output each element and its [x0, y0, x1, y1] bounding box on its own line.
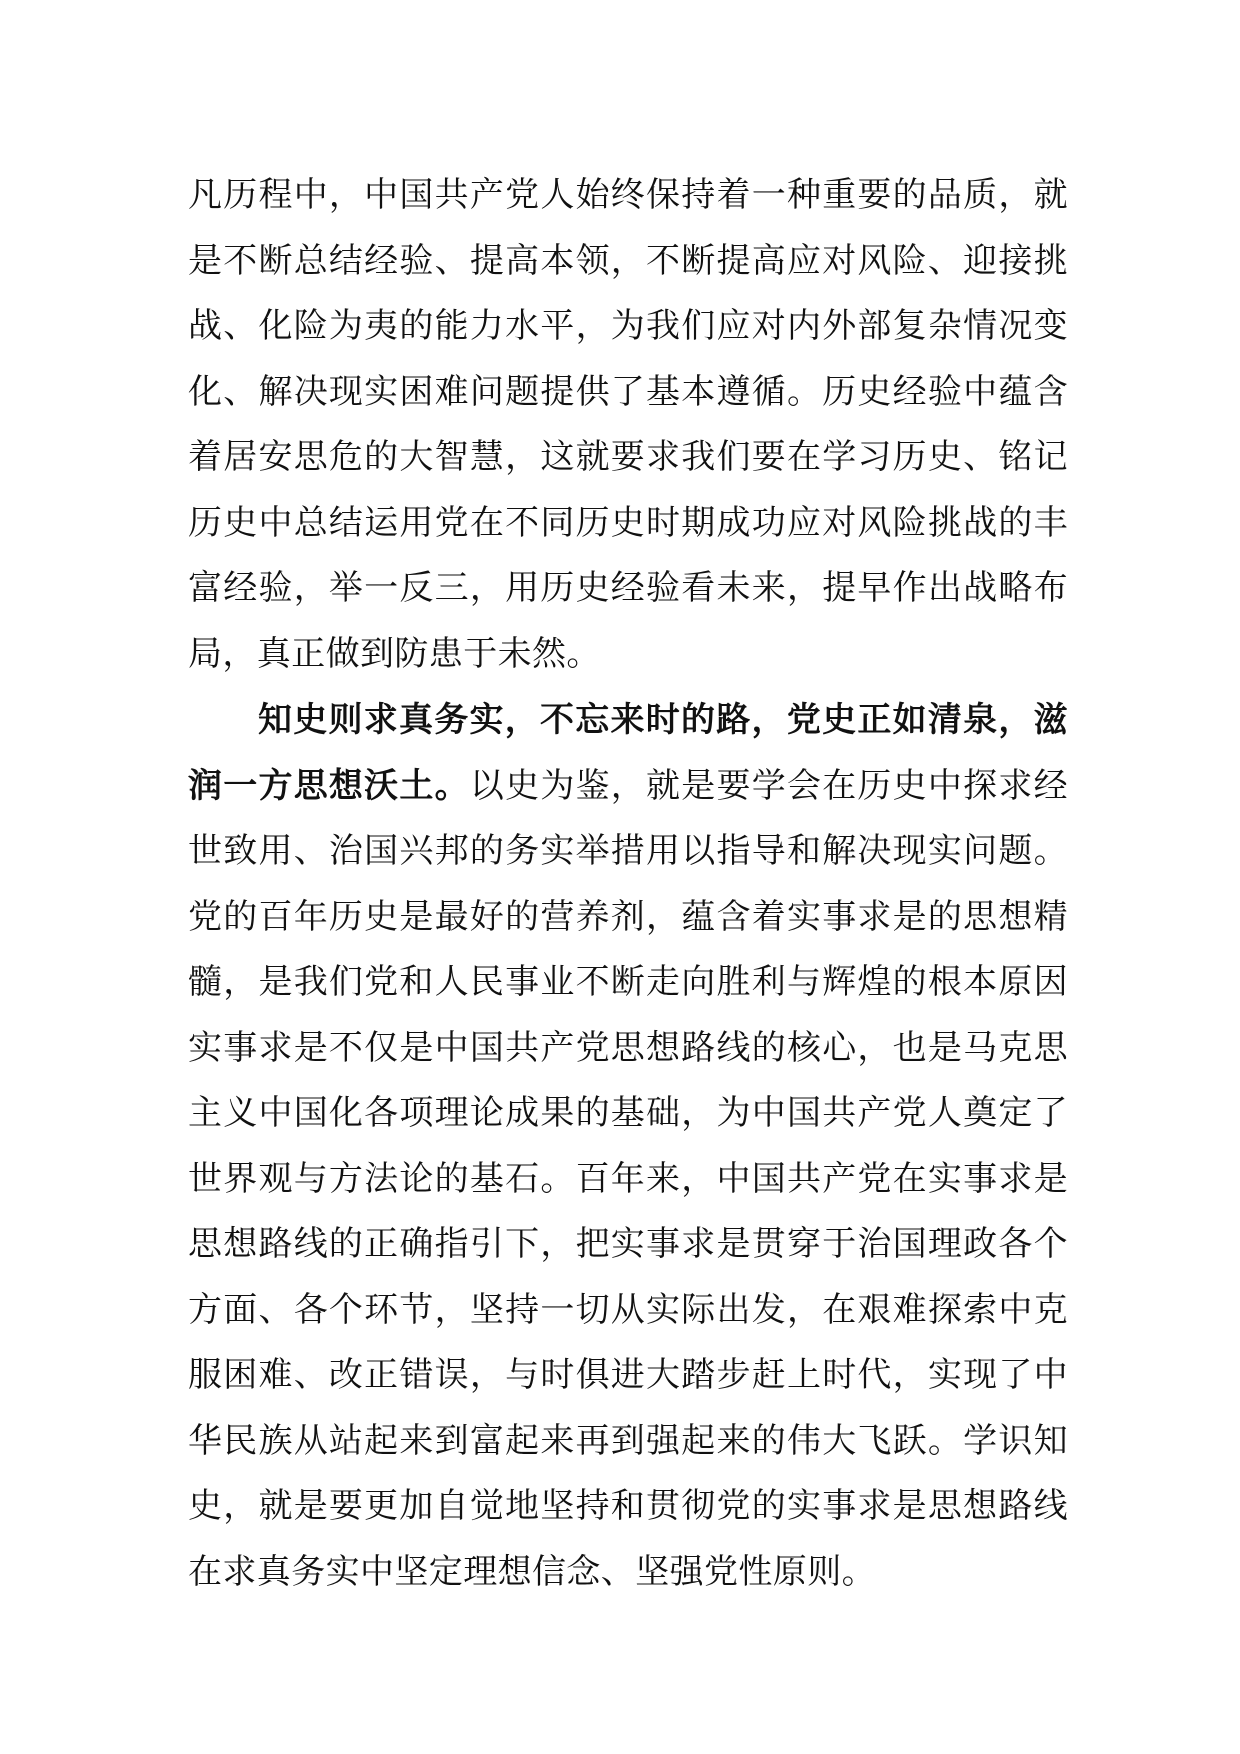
paragraph-line: 战、化险为夷的能力水平，为我们应对内外部复杂情况变 [188, 306, 1068, 346]
paragraph-line: 局，真正做到防患于未然。 [188, 633, 601, 674]
section-heading-end: 润一方思想沃土。 [188, 765, 470, 806]
paragraph-line: 华民族从站起来到富起来再到强起来的伟大飞跃。学识知 [188, 1420, 1068, 1461]
paragraph-line: 服困难、改正错误，与时俱进大踏步赶上时代，实现了中 [188, 1355, 1068, 1395]
paragraph-continued [188, 163, 1068, 687]
paragraph-line: 方面、各个环节，坚持一切从实际出发，在艰难探索中克 [188, 1289, 1068, 1330]
paragraph-line: 富经验，举一反三，用历史经验看未来，提早作出战略布 [188, 568, 1068, 608]
paragraph-line: 凡历程中，中国共产党人始终保持着一种重要的品质，就 [188, 175, 1068, 215]
paragraph-line: 着居安思危的大智慧，这就要求我们要在学习历史、铭记 [188, 437, 1068, 477]
paragraph-line: 思想路线的正确指引下，把实事求是贯穿于治国理政各个 [188, 1224, 1068, 1264]
section-heading-line: 知史则求真务实，不忘来时的路，党史正如清泉，滋 [258, 700, 1068, 740]
paragraph-line: 世致用、治国兴邦的务实举措用以指导和解决现实问题。 [188, 831, 1068, 871]
paragraph-text: 以史为鉴，就是要学会在历史中探求经 [469, 765, 1068, 806]
paragraph-line: 史，就是要更加自觉地坚持和贯彻党的实事求是思想路线 [188, 1486, 1068, 1526]
paragraph-line: 在求真务实中坚定理想信念、坚强党性原则。 [188, 1551, 876, 1592]
paragraph-line: 髓，是我们党和人民事业不断走向胜利与辉煌的根本原因 [188, 962, 1068, 1002]
paragraph-line: 主义中国化各项理论成果的基础，为中国共产党人奠定了 [188, 1093, 1068, 1133]
paragraph-line: 历史中总结运用党在不同历史时期成功应对风险挑战的丰 [188, 502, 1068, 543]
paragraph-line: 实事求是不仅是中国共产党思想路线的核心，也是马克思 [188, 1027, 1068, 1068]
paragraph-line: 化、解决现实困难问题提供了基本遵循。历史经验中蕴含 [188, 371, 1068, 412]
paragraph-line: 是不断总结经验、提高本领，不断提高应对风险、迎接挑 [188, 240, 1068, 281]
paragraph-line: 世界观与方法论的基石。百年来，中国共产党在实事求是 [188, 1158, 1068, 1199]
paragraph-section [188, 688, 1068, 1605]
paragraph-line: 党的百年历史是最好的营养剂，蕴含着实事求是的思想精 [188, 896, 1068, 937]
paragraph-line [188, 754, 1068, 820]
